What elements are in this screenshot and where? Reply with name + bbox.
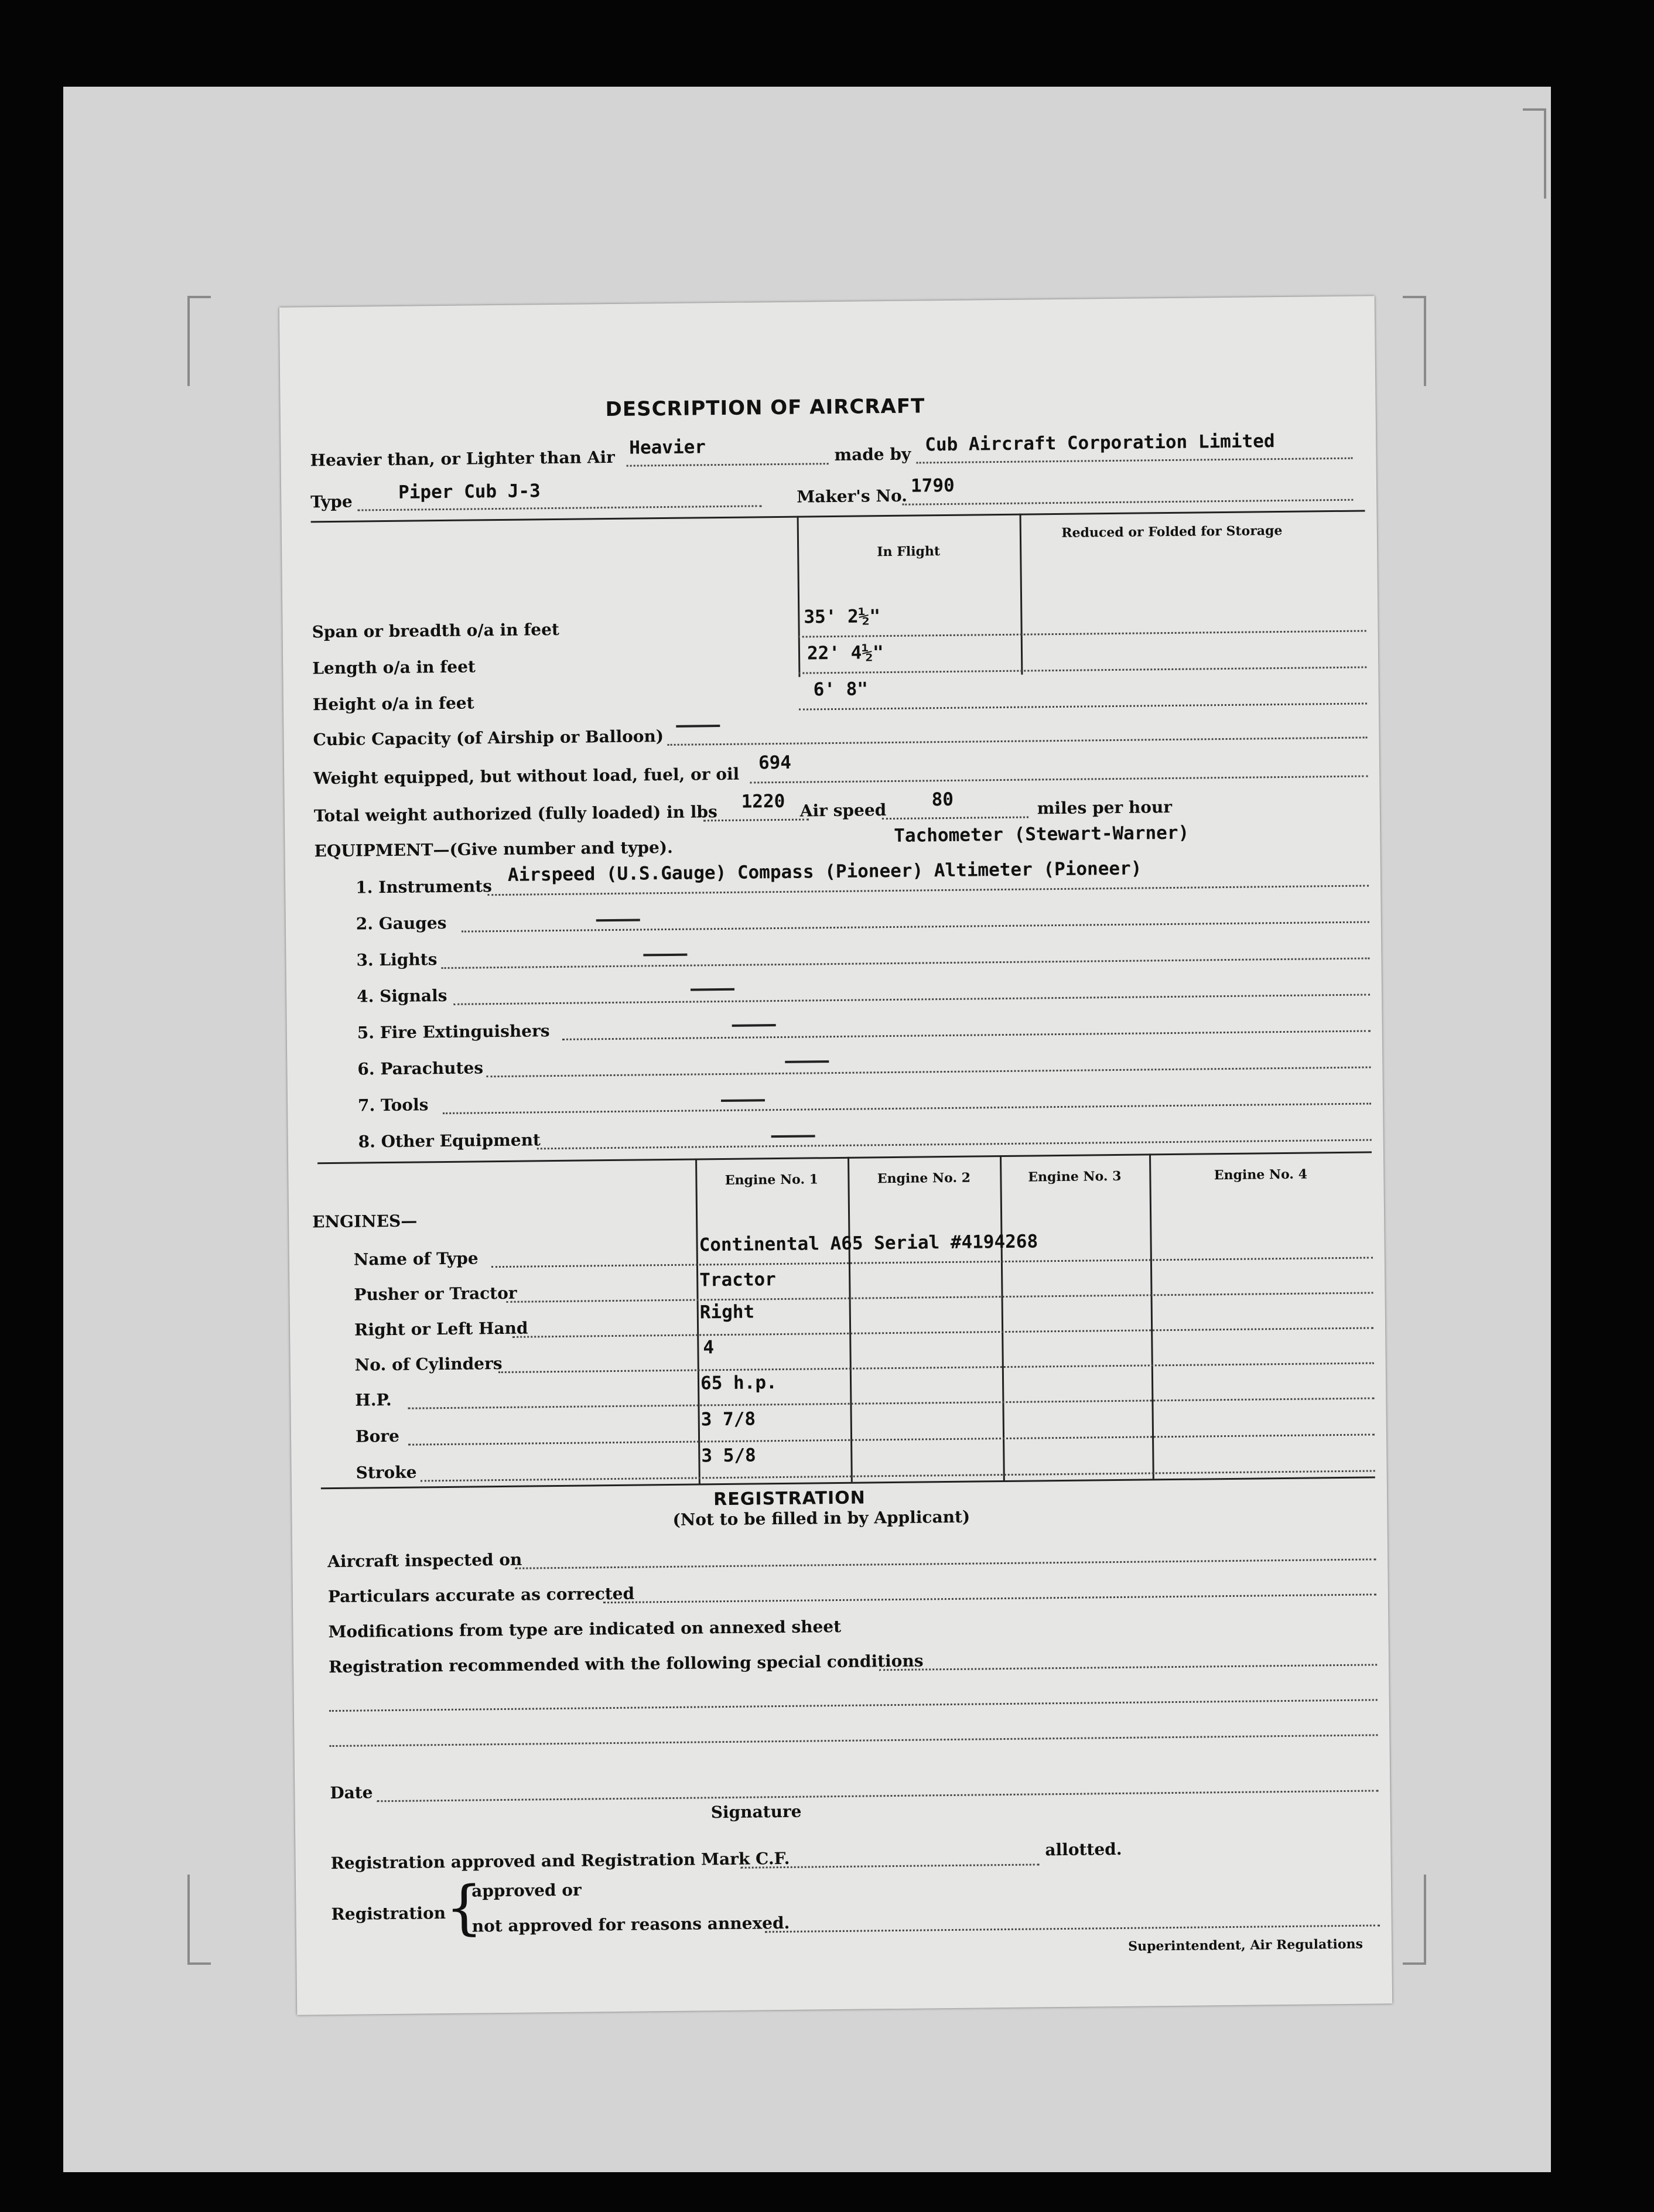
tools-dash xyxy=(721,1099,765,1102)
total-weight-label: Total weight authorized (fully loaded) in lbs xyxy=(313,802,717,826)
makers-no-label: Maker's No. xyxy=(797,486,908,507)
date-label: Date xyxy=(330,1783,373,1803)
engines-label: ENGINES— xyxy=(312,1211,418,1232)
registration-label: Registration xyxy=(331,1903,446,1924)
equipment-fire-extinguishers-label: 5. Fire Extinguishers xyxy=(357,1021,550,1043)
allotted-label: allotted. xyxy=(1045,1839,1122,1860)
length-label: Length o/a in feet xyxy=(312,657,476,678)
recommended-label: Registration recommended with the following special conditions xyxy=(328,1651,924,1677)
engine-right-left-label: Right or Left Hand xyxy=(354,1318,528,1340)
made-by-value: Cub Aircraft Corporation Limited xyxy=(925,431,1275,456)
type-label: Type xyxy=(310,491,353,512)
weight-equipped-value: 694 xyxy=(758,752,792,774)
engine-no-4-header: Engine No. 4 xyxy=(1214,1166,1308,1183)
engine-bore-value: 3 7/8 xyxy=(700,1408,756,1431)
engine-pusher-tractor-value: Tractor xyxy=(699,1269,777,1291)
approved-or-label: approved or xyxy=(471,1880,582,1901)
engine-no-2-header: Engine No. 2 xyxy=(877,1170,971,1187)
height-label: Height o/a in feet xyxy=(312,693,474,715)
col-in-flight: In Flight xyxy=(877,544,941,560)
crop-mark-top-right xyxy=(1403,296,1426,386)
gauges-dash xyxy=(596,919,640,921)
engine-cylinders-value: 4 xyxy=(703,1337,715,1358)
heavier-label: Heavier than, or Lighter than Air xyxy=(310,447,615,470)
instruments-value: Airspeed (U.S.Gauge) Compass (Pioneer) Altimeter (Pioneer) xyxy=(507,858,1142,886)
height-value: 6' 8" xyxy=(813,678,869,701)
col-reduced: Reduced or Folded for Storage xyxy=(1061,523,1283,541)
other-equipment-dash xyxy=(771,1135,815,1138)
engine-cylinders-label: No. of Cylinders xyxy=(354,1353,503,1375)
span-value: 35' 2½" xyxy=(804,606,881,628)
equipment-lights-label: 3. Lights xyxy=(356,950,438,970)
weight-equipped-label: Weight equipped, but without load, fuel, or oil xyxy=(313,764,740,788)
registration-title: REGISTRATION xyxy=(713,1487,866,1510)
engine-no-1-header: Engine No. 1 xyxy=(725,1172,819,1188)
crop-mark-top-left xyxy=(187,296,211,386)
engine-hp-value: 65 h.p. xyxy=(700,1372,777,1394)
engine-no-3-header: Engine No. 3 xyxy=(1028,1168,1122,1185)
particulars-label: Particulars accurate as corrected xyxy=(327,1583,635,1607)
lights-dash xyxy=(643,954,687,957)
engine-name-of-type-label: Name of Type xyxy=(353,1248,479,1269)
form-title: DESCRIPTION OF AIRCRAFT xyxy=(605,394,925,422)
engine-hp-label: H.P. xyxy=(355,1390,392,1410)
equipment-other-label: 8. Other Equipment xyxy=(358,1130,541,1152)
air-speed-label: Air speed xyxy=(799,800,887,821)
crop-mark-outer-right xyxy=(1523,108,1546,199)
equipment-tools-label: 7. Tools xyxy=(357,1095,429,1115)
registration-subtitle: (Not to be filled in by Applicant) xyxy=(672,1507,970,1530)
total-weight-value: 1220 xyxy=(741,790,785,813)
engine-bore-label: Bore xyxy=(355,1426,400,1446)
heavier-value: Heavier xyxy=(629,436,706,459)
engine-stroke-label: Stroke xyxy=(356,1462,417,1483)
fire-extinguishers-dash xyxy=(732,1024,776,1027)
equipment-parachutes-label: 6. Parachutes xyxy=(357,1058,484,1079)
inspected-label: Aircraft inspected on xyxy=(327,1549,522,1572)
engine-pusher-tractor-label: Pusher or Tractor xyxy=(354,1283,517,1305)
engine-name-of-type-value: Continental A65 Serial #4194268 xyxy=(699,1231,1038,1256)
parachutes-dash xyxy=(785,1060,829,1063)
aircraft-description-form xyxy=(279,296,1392,2015)
modifications-label: Modifications from type are indicated on annexed sheet xyxy=(328,1616,842,1642)
made-by-label: made by xyxy=(834,444,911,465)
length-value: 22' 4½" xyxy=(807,642,884,664)
equipment-signals-label: 4. Signals xyxy=(356,985,447,1006)
equipment-instruments-label: 1. Instruments xyxy=(355,876,493,897)
equipment-gauges-label: 2. Gauges xyxy=(356,913,447,934)
signals-dash xyxy=(691,988,734,991)
cubic-capacity-label: Cubic Capacity (of Airship or Balloon) xyxy=(313,726,664,750)
engine-right-left-value: Right xyxy=(699,1301,755,1323)
crop-mark-bottom-right xyxy=(1403,1875,1426,1965)
type-value: Piper Cub J-3 xyxy=(398,480,541,503)
signature-label: Signature xyxy=(710,1801,802,1822)
approved-mark-label: Registration approved and Registration Mark C.F. xyxy=(330,1848,790,1873)
tachometer-value: Tachometer (Stewart-Warner) xyxy=(894,822,1190,846)
air-speed-value: 80 xyxy=(931,788,954,811)
makers-no-value: 1790 xyxy=(910,475,955,497)
equipment-label: EQUIPMENT—(Give number and type). xyxy=(314,837,674,861)
not-approved-label: not approved for reasons annexed. xyxy=(471,1913,790,1936)
cubic-capacity-dash xyxy=(676,725,720,728)
superintendent-label: Superintendent, Air Regulations xyxy=(1128,1936,1363,1954)
registration-brace: { xyxy=(445,1873,483,1943)
miles-per-hour-label: miles per hour xyxy=(1037,797,1173,818)
engine-stroke-value: 3 5/8 xyxy=(701,1445,756,1467)
span-label: Span or breadth o/a in feet xyxy=(312,619,560,642)
crop-mark-bottom-left xyxy=(187,1875,211,1965)
